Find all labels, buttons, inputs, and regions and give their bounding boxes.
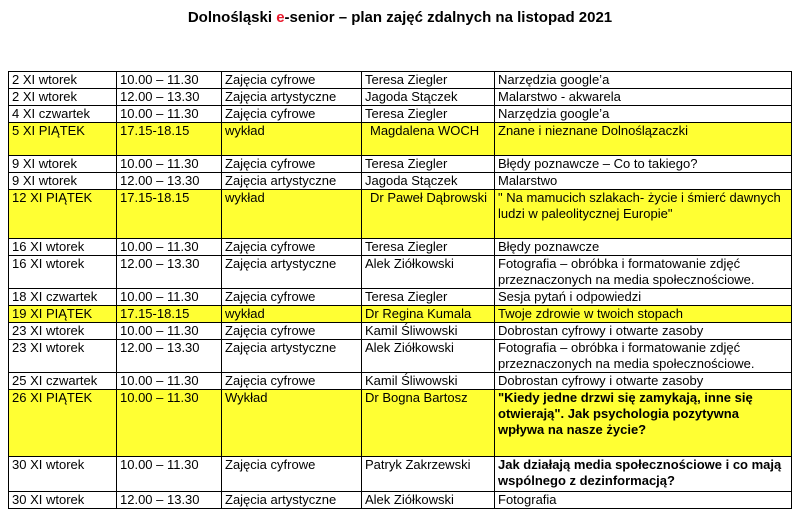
time-cell: 17.15-18.15 [117,190,222,239]
table-row [9,256,792,289]
topic-cell: Fotografia [495,492,792,509]
teacher-cell: Alek Ziółkowski [362,256,495,289]
date-cell: 9 XI wtorek [9,156,117,173]
table-row [9,239,792,256]
topic-cell: Malarstwo - akwarela [495,89,792,106]
teacher-cell: Teresa Ziegler [362,106,495,123]
time-cell: 10.00 – 11.30 [117,289,222,306]
class-type-cell: Zajęcia artystyczne [222,256,362,289]
table-row-highlighted [9,123,792,156]
class-type-cell: Zajęcia cyfrowe [222,156,362,173]
schedule-table [8,71,792,509]
table-row [9,72,792,89]
topic-cell: Dobrostan cyfrowy i otwarte zasoby [495,323,792,340]
date-cell: 30 XI wtorek [9,457,117,492]
teacher-cell: Magdalena WOCH [362,123,495,156]
page-title [0,9,800,26]
teacher-cell: Patryk Zakrzewski [362,457,495,492]
class-type-cell: wykład [222,123,362,156]
table-row [9,340,792,373]
class-type-cell: Zajęcia artystyczne [222,340,362,373]
date-cell: 18 XI czwartek [9,289,117,306]
time-cell: 12.00 – 13.30 [117,340,222,373]
topic-cell: Błędy poznawcze [495,239,792,256]
class-type-cell: Zajęcia artystyczne [222,173,362,190]
table-row [9,323,792,340]
teacher-cell: Dr Bogna Bartosz [362,390,495,457]
table-row [9,89,792,106]
topic-cell: Narzędzia google’a [495,106,792,123]
teacher-cell: Jagoda Stączek [362,173,495,190]
table-row [9,106,792,123]
time-cell: 12.00 – 13.30 [117,173,222,190]
date-cell: 23 XI wtorek [9,323,117,340]
time-cell: 10.00 – 11.30 [117,323,222,340]
topic-cell: Znane i nieznane Dolnoślązaczki [495,123,792,156]
class-type-cell: Zajęcia artystyczne [222,492,362,509]
time-cell: 10.00 – 11.30 [117,390,222,457]
date-cell: 2 XI wtorek [9,72,117,89]
time-cell: 10.00 – 11.30 [117,373,222,390]
title-accent-letter: e [276,9,285,26]
title-suffix: -senior – plan zajęć zdalnych na listopad 2021 [284,9,613,26]
topic-cell: Sesja pytań i odpowiedzi [495,289,792,306]
topic-cell: Twoje zdrowie w twoich stopach [495,306,792,323]
date-cell: 4 XI czwartek [9,106,117,123]
table-row [9,457,792,492]
topic-cell: Narzędzia google’a [495,72,792,89]
teacher-cell: Teresa Ziegler [362,72,495,89]
time-cell: 10.00 – 11.30 [117,156,222,173]
teacher-cell: Teresa Ziegler [362,156,495,173]
teacher-cell: Dr Paweł Dąbrowski [362,190,495,239]
topic-cell: Malarstwo [495,173,792,190]
teacher-cell: Kamil Śliwowski [362,373,495,390]
teacher-cell: Teresa Ziegler [362,239,495,256]
table-row [9,492,792,509]
class-type-cell: Zajęcia cyfrowe [222,373,362,390]
date-cell: 2 XI wtorek [9,89,117,106]
teacher-cell: Alek Ziółkowski [362,340,495,373]
teacher-cell: Alek Ziółkowski [362,492,495,509]
class-type-cell: Zajęcia cyfrowe [222,289,362,306]
class-type-cell: Zajęcia cyfrowe [222,239,362,256]
time-cell: 10.00 – 11.30 [117,106,222,123]
time-cell: 10.00 – 11.30 [117,239,222,256]
time-cell: 10.00 – 11.30 [117,72,222,89]
topic-cell: "Kiedy jedne drzwi się zamykają, inne się otwierają". Jak psychologia pozytywna wpływa na nasze życie? [495,390,792,457]
topic-cell: Jak działają media społecznościowe i co mają wspólnego z dezinformacją? [495,457,792,492]
topic-cell: Błędy poznawcze – Co to takiego? [495,156,792,173]
time-cell: 12.00 – 13.30 [117,256,222,289]
class-type-cell: Zajęcia cyfrowe [222,106,362,123]
topic-cell: " Na mamucich szlakach- życie i śmierć dawnych ludzi w paleolitycznej Europie" [495,190,792,239]
teacher-cell: Jagoda Stączek [362,89,495,106]
table-row [9,373,792,390]
class-type-cell: wykład [222,306,362,323]
date-cell: 12 XI PIĄTEK [9,190,117,239]
topic-cell: Dobrostan cyfrowy i otwarte zasoby [495,373,792,390]
time-cell: 12.00 – 13.30 [117,89,222,106]
table-row-highlighted [9,390,792,457]
teacher-cell: Kamil Śliwowski [362,323,495,340]
date-cell: 9 XI wtorek [9,173,117,190]
teacher-cell: Teresa Ziegler [362,289,495,306]
title-prefix: Dolnośląski [187,9,277,26]
class-type-cell: Zajęcia artystyczne [222,89,362,106]
class-type-cell: Wykład [222,390,362,457]
topic-cell: Fotografia – obróbka i formatowanie zdjęć przeznaczonych na media społecznościowe. [495,256,792,289]
date-cell: 26 XI PIĄTEK [9,390,117,457]
date-cell: 30 XI wtorek [9,492,117,509]
table-row [9,156,792,173]
date-cell: 16 XI wtorek [9,256,117,289]
date-cell: 25 XI czwartek [9,373,117,390]
class-type-cell: wykład [222,190,362,239]
table-row-highlighted [9,190,792,239]
time-cell: 17.15-18.15 [117,306,222,323]
teacher-cell: Dr Regina Kumala [362,306,495,323]
date-cell: 23 XI wtorek [9,340,117,373]
date-cell: 19 XI PIĄTEK [9,306,117,323]
table-row-highlighted [9,306,792,323]
topic-cell: Fotografia – obróbka i formatowanie zdjęć przeznaczonych na media społecznościowe. [495,340,792,373]
table-row [9,173,792,190]
class-type-cell: Zajęcia cyfrowe [222,457,362,492]
time-cell: 12.00 – 13.30 [117,492,222,509]
class-type-cell: Zajęcia cyfrowe [222,72,362,89]
class-type-cell: Zajęcia cyfrowe [222,323,362,340]
time-cell: 10.00 – 11.30 [117,457,222,492]
date-cell: 16 XI wtorek [9,239,117,256]
table-row [9,289,792,306]
time-cell: 17.15-18.15 [117,123,222,156]
date-cell: 5 XI PIĄTEK [9,123,117,156]
